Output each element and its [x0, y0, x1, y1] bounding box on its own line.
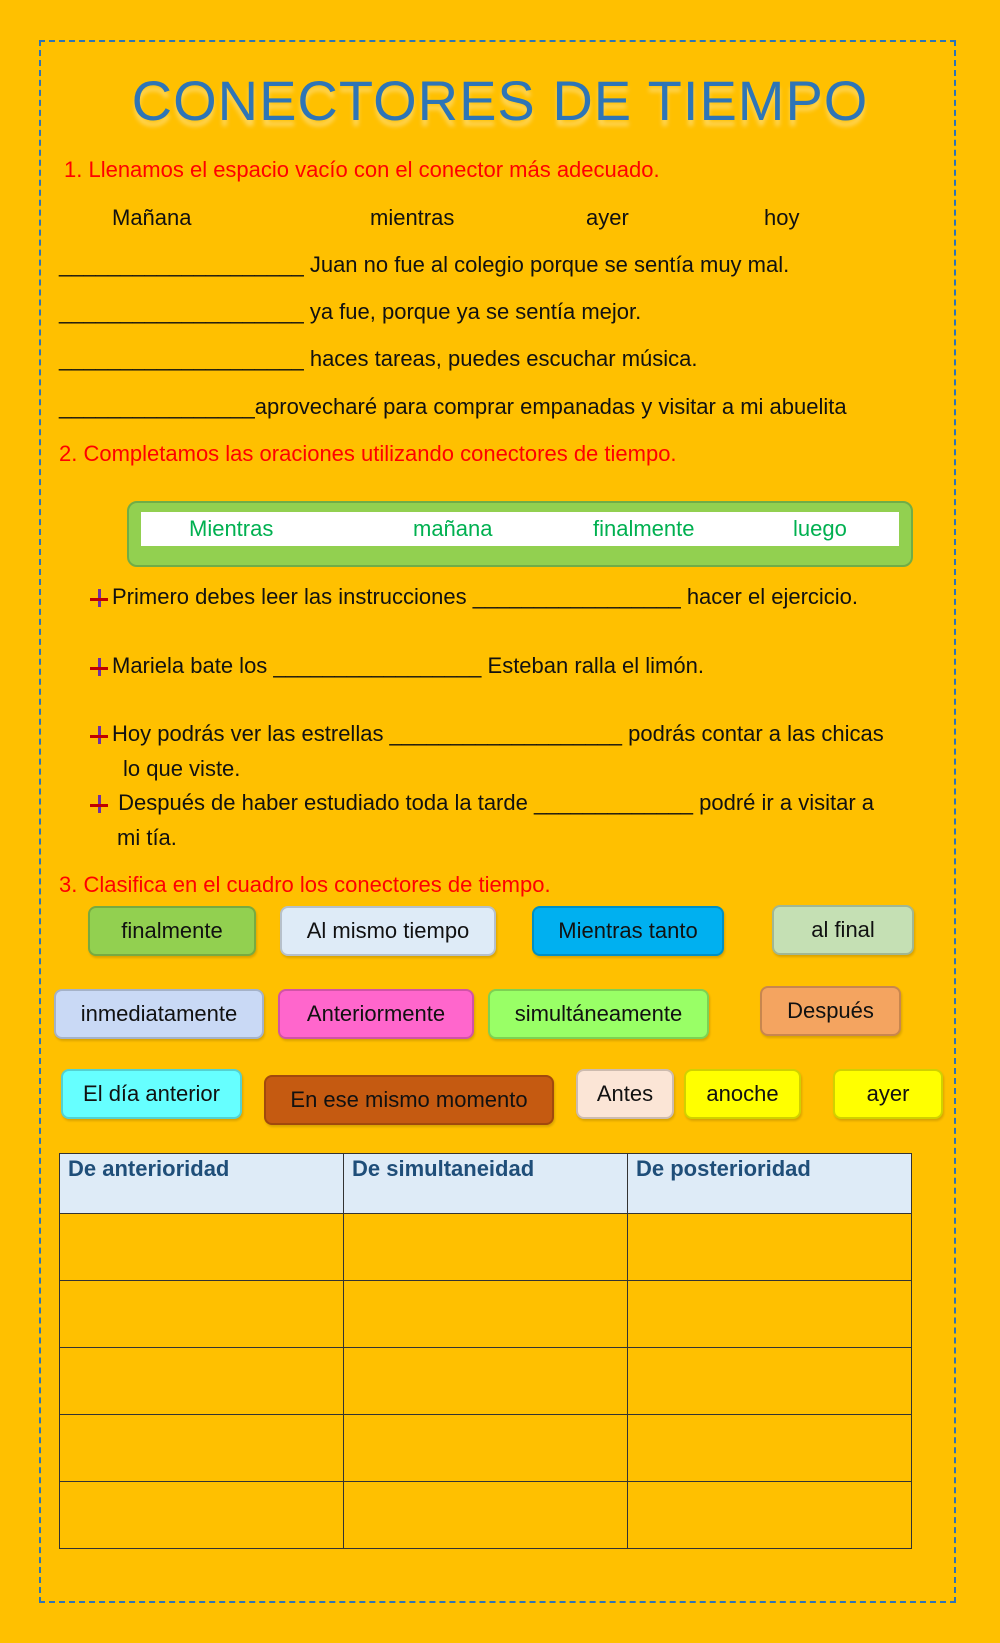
- fill-sentence-2: [59, 299, 641, 325]
- blank-line[interactable]: ____________________: [59, 299, 304, 324]
- table-header-row: [60, 1154, 912, 1214]
- table-row: [60, 1482, 912, 1549]
- sentence-line: Hoy podrás ver las estrellas ___________________ podrás contar a las chicas: [112, 721, 884, 746]
- sentence-item-2: [90, 653, 704, 679]
- connector-chip[interactable]: El día anterior: [61, 1069, 242, 1119]
- connector-chip[interactable]: ayer: [833, 1069, 943, 1119]
- sentence-item-1: [90, 584, 858, 610]
- connector-chip[interactable]: Anteriormente: [278, 989, 474, 1039]
- word-bank2-item: luego: [793, 516, 847, 541]
- table-cell[interactable]: [344, 1281, 628, 1348]
- table-cell[interactable]: [60, 1415, 344, 1482]
- section3-instruction: 3. Clasifica en el cuadro los conectores de tiempo.: [59, 872, 551, 897]
- table-cell[interactable]: [60, 1482, 344, 1549]
- column-header: De anterioridad: [60, 1154, 344, 1214]
- page-title: CONECTORES DE TIEMPO: [131, 69, 869, 132]
- sentence-line: Después de haber estudiado toda la tarde _____________ podré ir a visitar a: [112, 790, 874, 815]
- table-cell[interactable]: [60, 1281, 344, 1348]
- arrow-bullet-icon: [90, 726, 108, 744]
- blank-line[interactable]: ____________________: [59, 346, 304, 371]
- connector-chip[interactable]: Mientras tanto: [532, 906, 724, 956]
- sentence-text: Juan no fue al colegio porque se sentía muy mal.: [303, 252, 790, 277]
- connector-chip[interactable]: Al mismo tiempo: [280, 906, 496, 956]
- word-bank2-item: mañana: [413, 516, 493, 541]
- connector-chip[interactable]: finalmente: [88, 906, 256, 956]
- sentence-text: haces tareas, puedes escuchar música.: [303, 346, 698, 371]
- fill-sentence-3: [59, 346, 697, 372]
- table-row: [60, 1415, 912, 1482]
- column-header: De posterioridad: [628, 1154, 912, 1214]
- fill-sentence-1: [59, 252, 789, 278]
- arrow-bullet-icon: [90, 589, 108, 607]
- word-bank2-item: finalmente: [593, 516, 695, 541]
- table-cell[interactable]: [628, 1214, 912, 1281]
- arrow-bullet-icon: [90, 658, 108, 676]
- sentence-item-3-cont: lo que viste.: [123, 756, 241, 781]
- word-bank1-item: hoy: [764, 205, 800, 230]
- table-cell[interactable]: [344, 1214, 628, 1281]
- fill-sentence-4: [59, 394, 847, 420]
- word-bank1-item: mientras: [370, 205, 455, 230]
- table-cell[interactable]: [628, 1482, 912, 1549]
- table-cell[interactable]: [628, 1281, 912, 1348]
- word-bank2-inner: [141, 512, 899, 546]
- table-cell[interactable]: [628, 1348, 912, 1415]
- table-cell[interactable]: [344, 1348, 628, 1415]
- word-bank1-item: Mañana: [112, 205, 192, 230]
- table-cell[interactable]: [60, 1348, 344, 1415]
- sentence-item-3: [90, 721, 884, 747]
- sentence-text: aprovecharé para comprar empanadas y visitar a mi abuelita: [254, 394, 847, 419]
- connector-chip[interactable]: anoche: [684, 1069, 801, 1119]
- sentence-line: Mariela bate los _________________ Esteban ralla el limón.: [112, 653, 704, 678]
- word-bank1-item: ayer: [586, 205, 629, 230]
- blank-line[interactable]: ____________________: [59, 252, 304, 277]
- connector-chip[interactable]: inmediatamente: [54, 989, 264, 1039]
- section1-instruction: 1. Llenamos el espacio vacío con el conector más adecuado.: [64, 157, 660, 182]
- sentence-item-4: [90, 790, 874, 816]
- table-cell[interactable]: [344, 1415, 628, 1482]
- connector-chip[interactable]: En ese mismo momento: [264, 1075, 554, 1125]
- arrow-bullet-icon: [90, 795, 108, 813]
- connector-chip[interactable]: simultáneamente: [488, 989, 709, 1039]
- blank-line[interactable]: ________________: [59, 394, 255, 419]
- sentence-line: Primero debes leer las instrucciones _________________ hacer el ejercicio.: [112, 584, 859, 609]
- sentence-item-4-cont: mi tía.: [117, 825, 177, 850]
- word-bank2: [127, 501, 913, 567]
- table-cell[interactable]: [628, 1415, 912, 1482]
- table-cell[interactable]: [60, 1214, 344, 1281]
- classification-table: [59, 1153, 912, 1549]
- connector-chip[interactable]: Después: [760, 986, 901, 1036]
- sentence-text: ya fue, porque ya se sentía mejor.: [303, 299, 642, 324]
- connector-chip[interactable]: Antes: [576, 1069, 674, 1119]
- table-row: [60, 1281, 912, 1348]
- section2-instruction: 2. Completamos las oraciones utilizando conectores de tiempo.: [59, 441, 677, 466]
- table-row: [60, 1348, 912, 1415]
- table-row: [60, 1214, 912, 1281]
- word-bank2-item: Mientras: [189, 516, 274, 541]
- connector-chip[interactable]: al final: [772, 905, 914, 955]
- table-cell[interactable]: [344, 1482, 628, 1549]
- column-header: De simultaneidad: [344, 1154, 628, 1214]
